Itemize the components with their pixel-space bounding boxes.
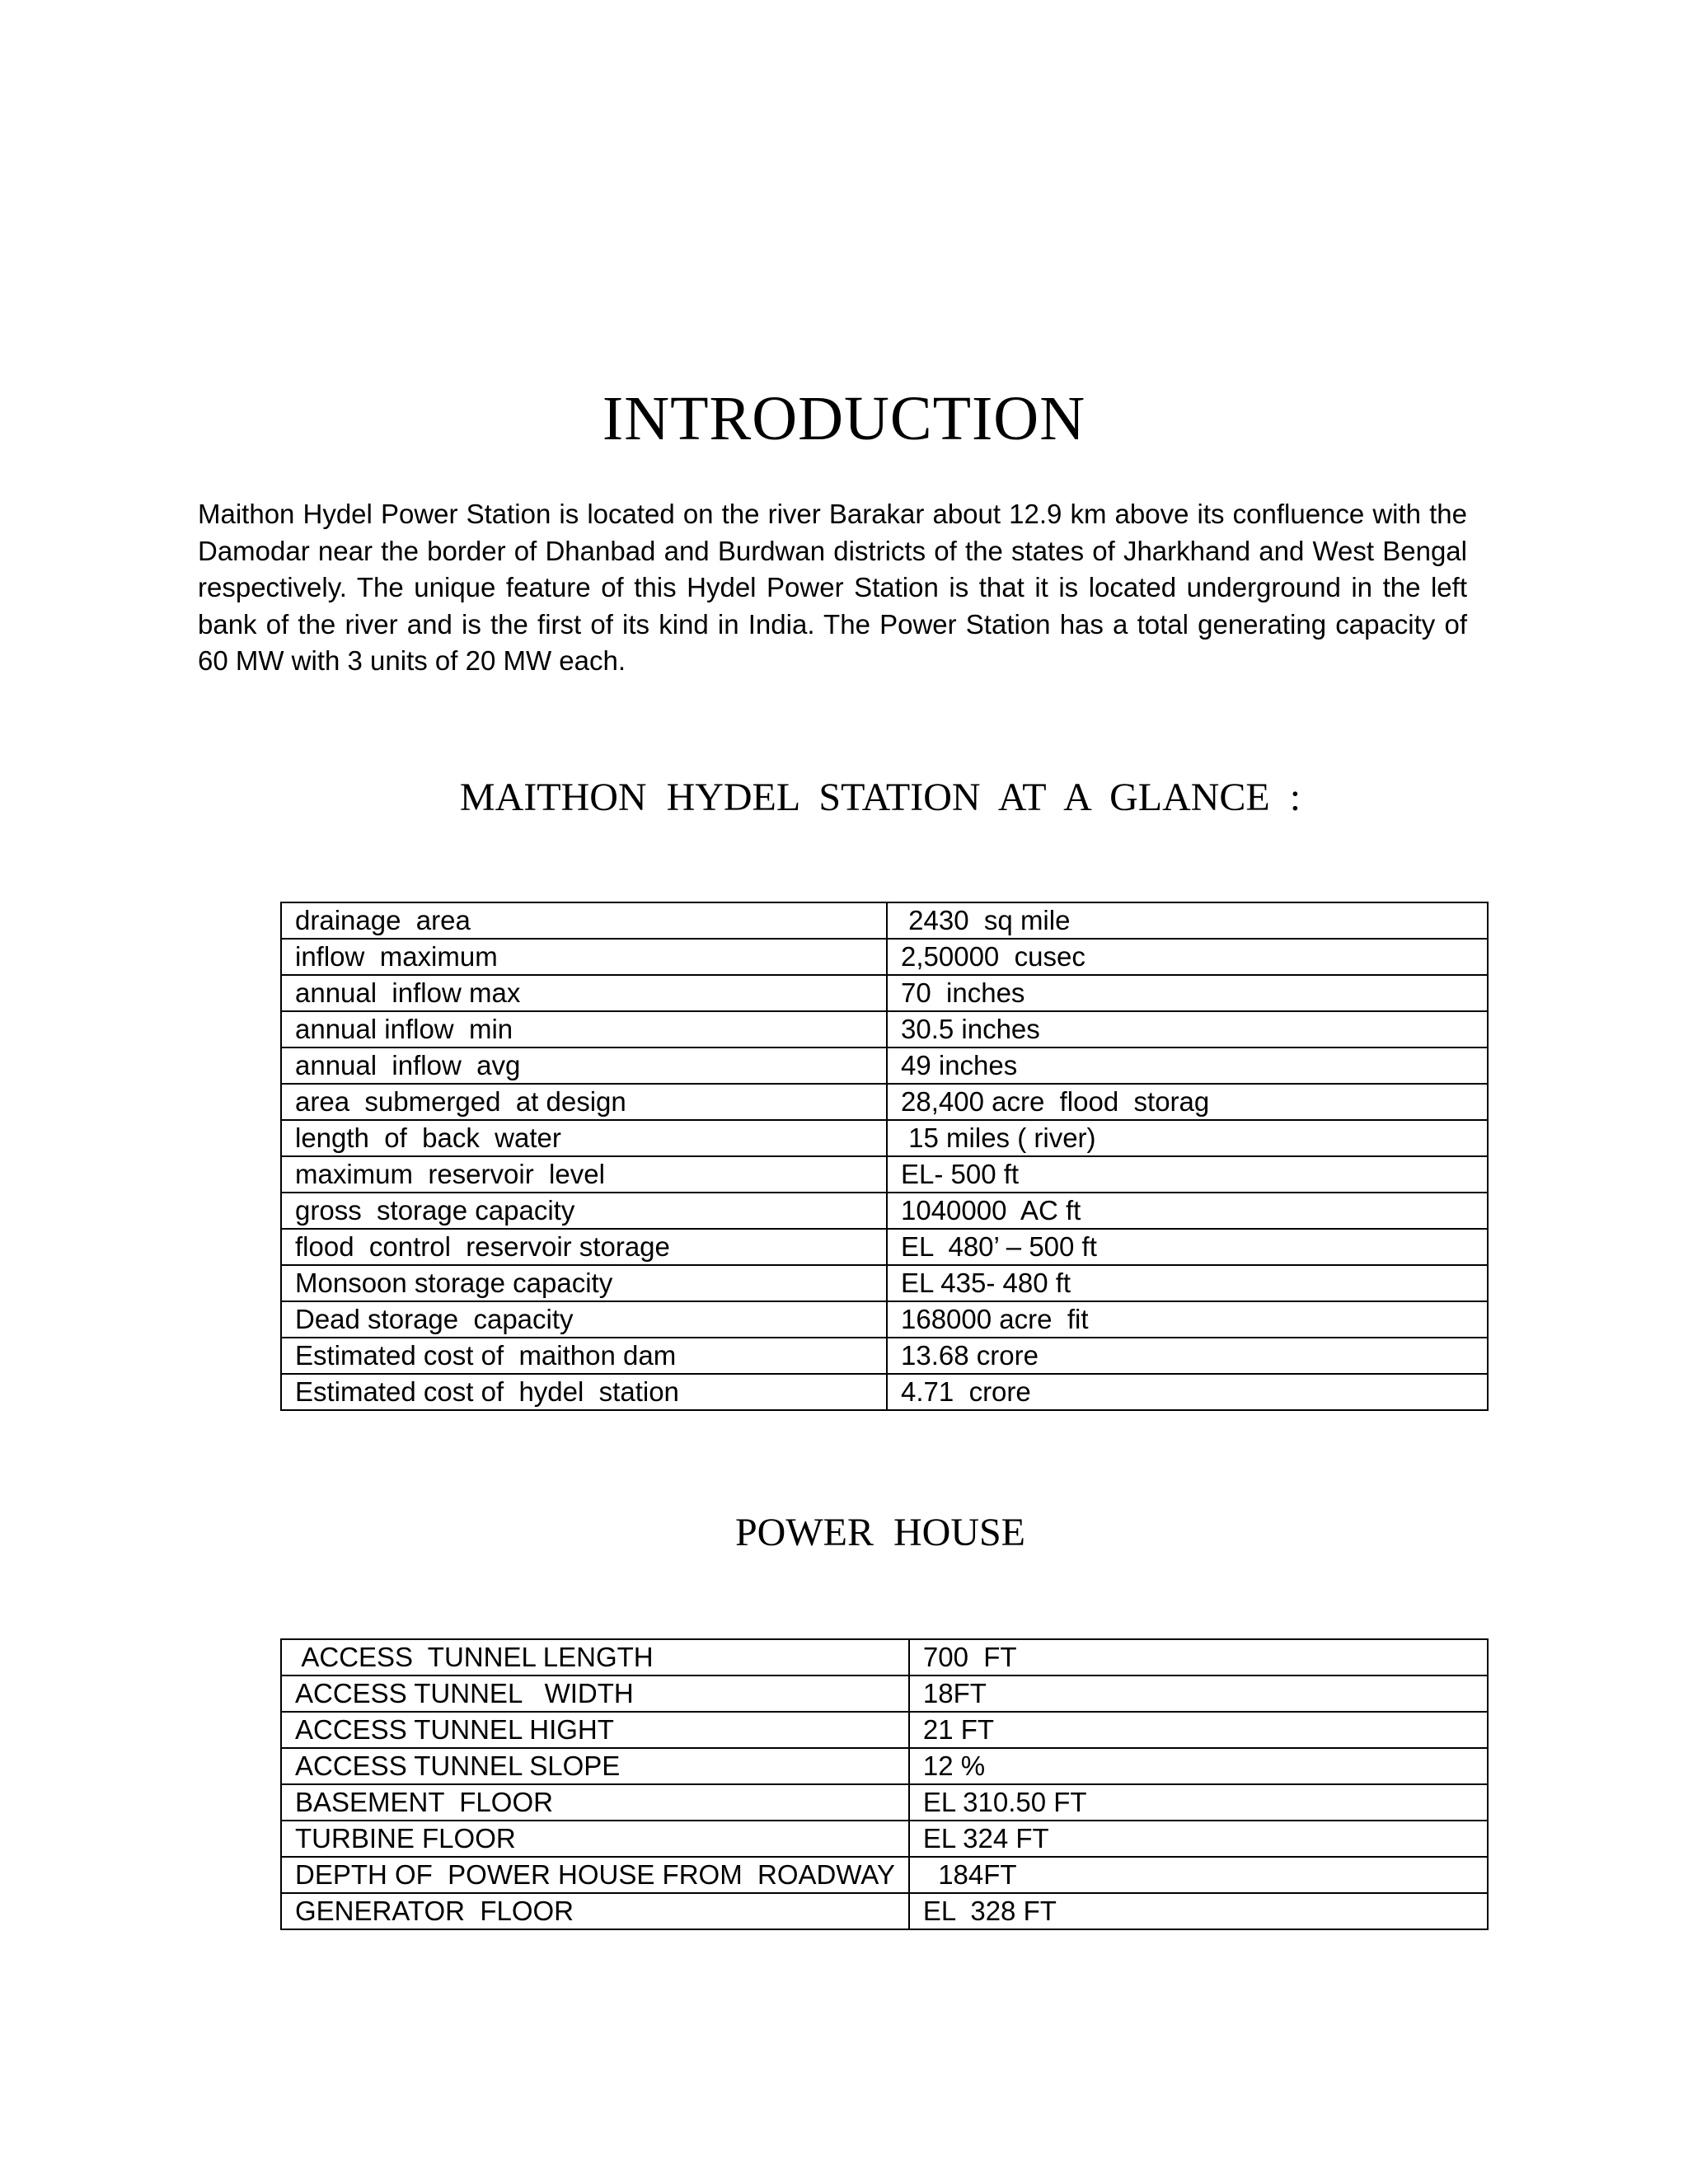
power-house-heading: POWER HOUSE xyxy=(734,1511,1025,1554)
row-value: 700 FT xyxy=(909,1639,1488,1675)
row-value: 4.71 crore xyxy=(887,1374,1488,1410)
table-row xyxy=(281,1639,1488,1675)
row-value: 2430 sq mile xyxy=(887,902,1488,939)
table-row xyxy=(281,1265,1488,1301)
table-row xyxy=(281,1011,1488,1047)
row-value: 18FT xyxy=(909,1675,1488,1712)
glance-heading: MAITHON HYDEL STATION AT A GLANCE : xyxy=(459,776,1301,819)
row-label: gross storage capacity xyxy=(281,1193,887,1229)
table-row xyxy=(281,1193,1488,1229)
row-label: length of back water xyxy=(281,1120,887,1156)
table-row xyxy=(281,1748,1488,1784)
row-label: annual inflow min xyxy=(281,1011,887,1047)
row-label: Monsoon storage capacity xyxy=(281,1265,887,1301)
row-value: EL 324 FT xyxy=(909,1821,1488,1857)
table-row xyxy=(281,1301,1488,1338)
table-row xyxy=(281,975,1488,1011)
row-label: TURBINE FLOOR xyxy=(281,1821,909,1857)
page-title: INTRODUCTION xyxy=(602,384,1086,453)
table-row xyxy=(281,1084,1488,1120)
table-row xyxy=(281,1120,1488,1156)
table-row xyxy=(281,1047,1488,1084)
table-row xyxy=(281,1784,1488,1821)
row-value: 28,400 acre flood storag xyxy=(887,1084,1488,1120)
row-label: GENERATOR FLOOR xyxy=(281,1893,909,1929)
row-value: 13.68 crore xyxy=(887,1338,1488,1374)
row-label: ACCESS TUNNEL LENGTH xyxy=(281,1639,909,1675)
table-row xyxy=(281,1374,1488,1410)
glance-table-body xyxy=(281,902,1488,1410)
row-value: EL 480’ – 500 ft xyxy=(887,1229,1488,1265)
power-house-table xyxy=(280,1638,1489,1930)
row-value: 1040000 AC ft xyxy=(887,1193,1488,1229)
table-row xyxy=(281,1338,1488,1374)
row-label: ACCESS TUNNEL SLOPE xyxy=(281,1748,909,1784)
row-value: 30.5 inches xyxy=(887,1011,1488,1047)
row-value: 49 inches xyxy=(887,1047,1488,1084)
row-value: 2,50000 cusec xyxy=(887,939,1488,975)
row-label: annual inflow max xyxy=(281,975,887,1011)
glance-table xyxy=(280,902,1489,1411)
table-row xyxy=(281,1821,1488,1857)
table-row xyxy=(281,1893,1488,1929)
row-label: annual inflow avg xyxy=(281,1047,887,1084)
row-label: inflow maximum xyxy=(281,939,887,975)
table-row xyxy=(281,1675,1488,1712)
row-label: area submerged at design xyxy=(281,1084,887,1120)
table-row xyxy=(281,1857,1488,1893)
row-value: 184FT xyxy=(909,1857,1488,1893)
row-label: Estimated cost of hydel station xyxy=(281,1374,887,1410)
table-row xyxy=(281,939,1488,975)
row-label: drainage area xyxy=(281,902,887,939)
row-value: 15 miles ( river) xyxy=(887,1120,1488,1156)
row-label: maximum reservoir level xyxy=(281,1156,887,1193)
row-label: DEPTH OF POWER HOUSE FROM ROADWAY xyxy=(281,1857,909,1893)
row-value: EL 310.50 FT xyxy=(909,1784,1488,1821)
row-label: BASEMENT FLOOR xyxy=(281,1784,909,1821)
row-value: 168000 acre fit xyxy=(887,1301,1488,1338)
row-label: ACCESS TUNNEL WIDTH xyxy=(281,1675,909,1712)
row-label: Dead storage capacity xyxy=(281,1301,887,1338)
row-value: EL 435- 480 ft xyxy=(887,1265,1488,1301)
table-row xyxy=(281,1712,1488,1748)
row-value: EL- 500 ft xyxy=(887,1156,1488,1193)
row-label: ACCESS TUNNEL HIGHT xyxy=(281,1712,909,1748)
power-house-table-body xyxy=(281,1639,1488,1929)
row-label: Estimated cost of maithon dam xyxy=(281,1338,887,1374)
intro-paragraph: Maithon Hydel Power Station is located on the river Barakar about 12.9 km above its confluence with the Damodar near the border of Dhanbad and Burdwan districts of the states of Jharkhand and West Bengal respectively. The unique feature of this Hydel Power Station is that it is located underground in the left bank of the river and is the first of its kind in India. The Power Station has a total generating capacity of 60 MW with 3 units of 20 MW each. xyxy=(198,499,1467,676)
row-value: 21 FT xyxy=(909,1712,1488,1748)
row-value: EL 328 FT xyxy=(909,1893,1488,1929)
table-row xyxy=(281,1156,1488,1193)
row-value: 70 inches xyxy=(887,975,1488,1011)
row-value: 12 % xyxy=(909,1748,1488,1784)
table-row xyxy=(281,902,1488,939)
table-row xyxy=(281,1229,1488,1265)
row-label: flood control reservoir storage xyxy=(281,1229,887,1265)
